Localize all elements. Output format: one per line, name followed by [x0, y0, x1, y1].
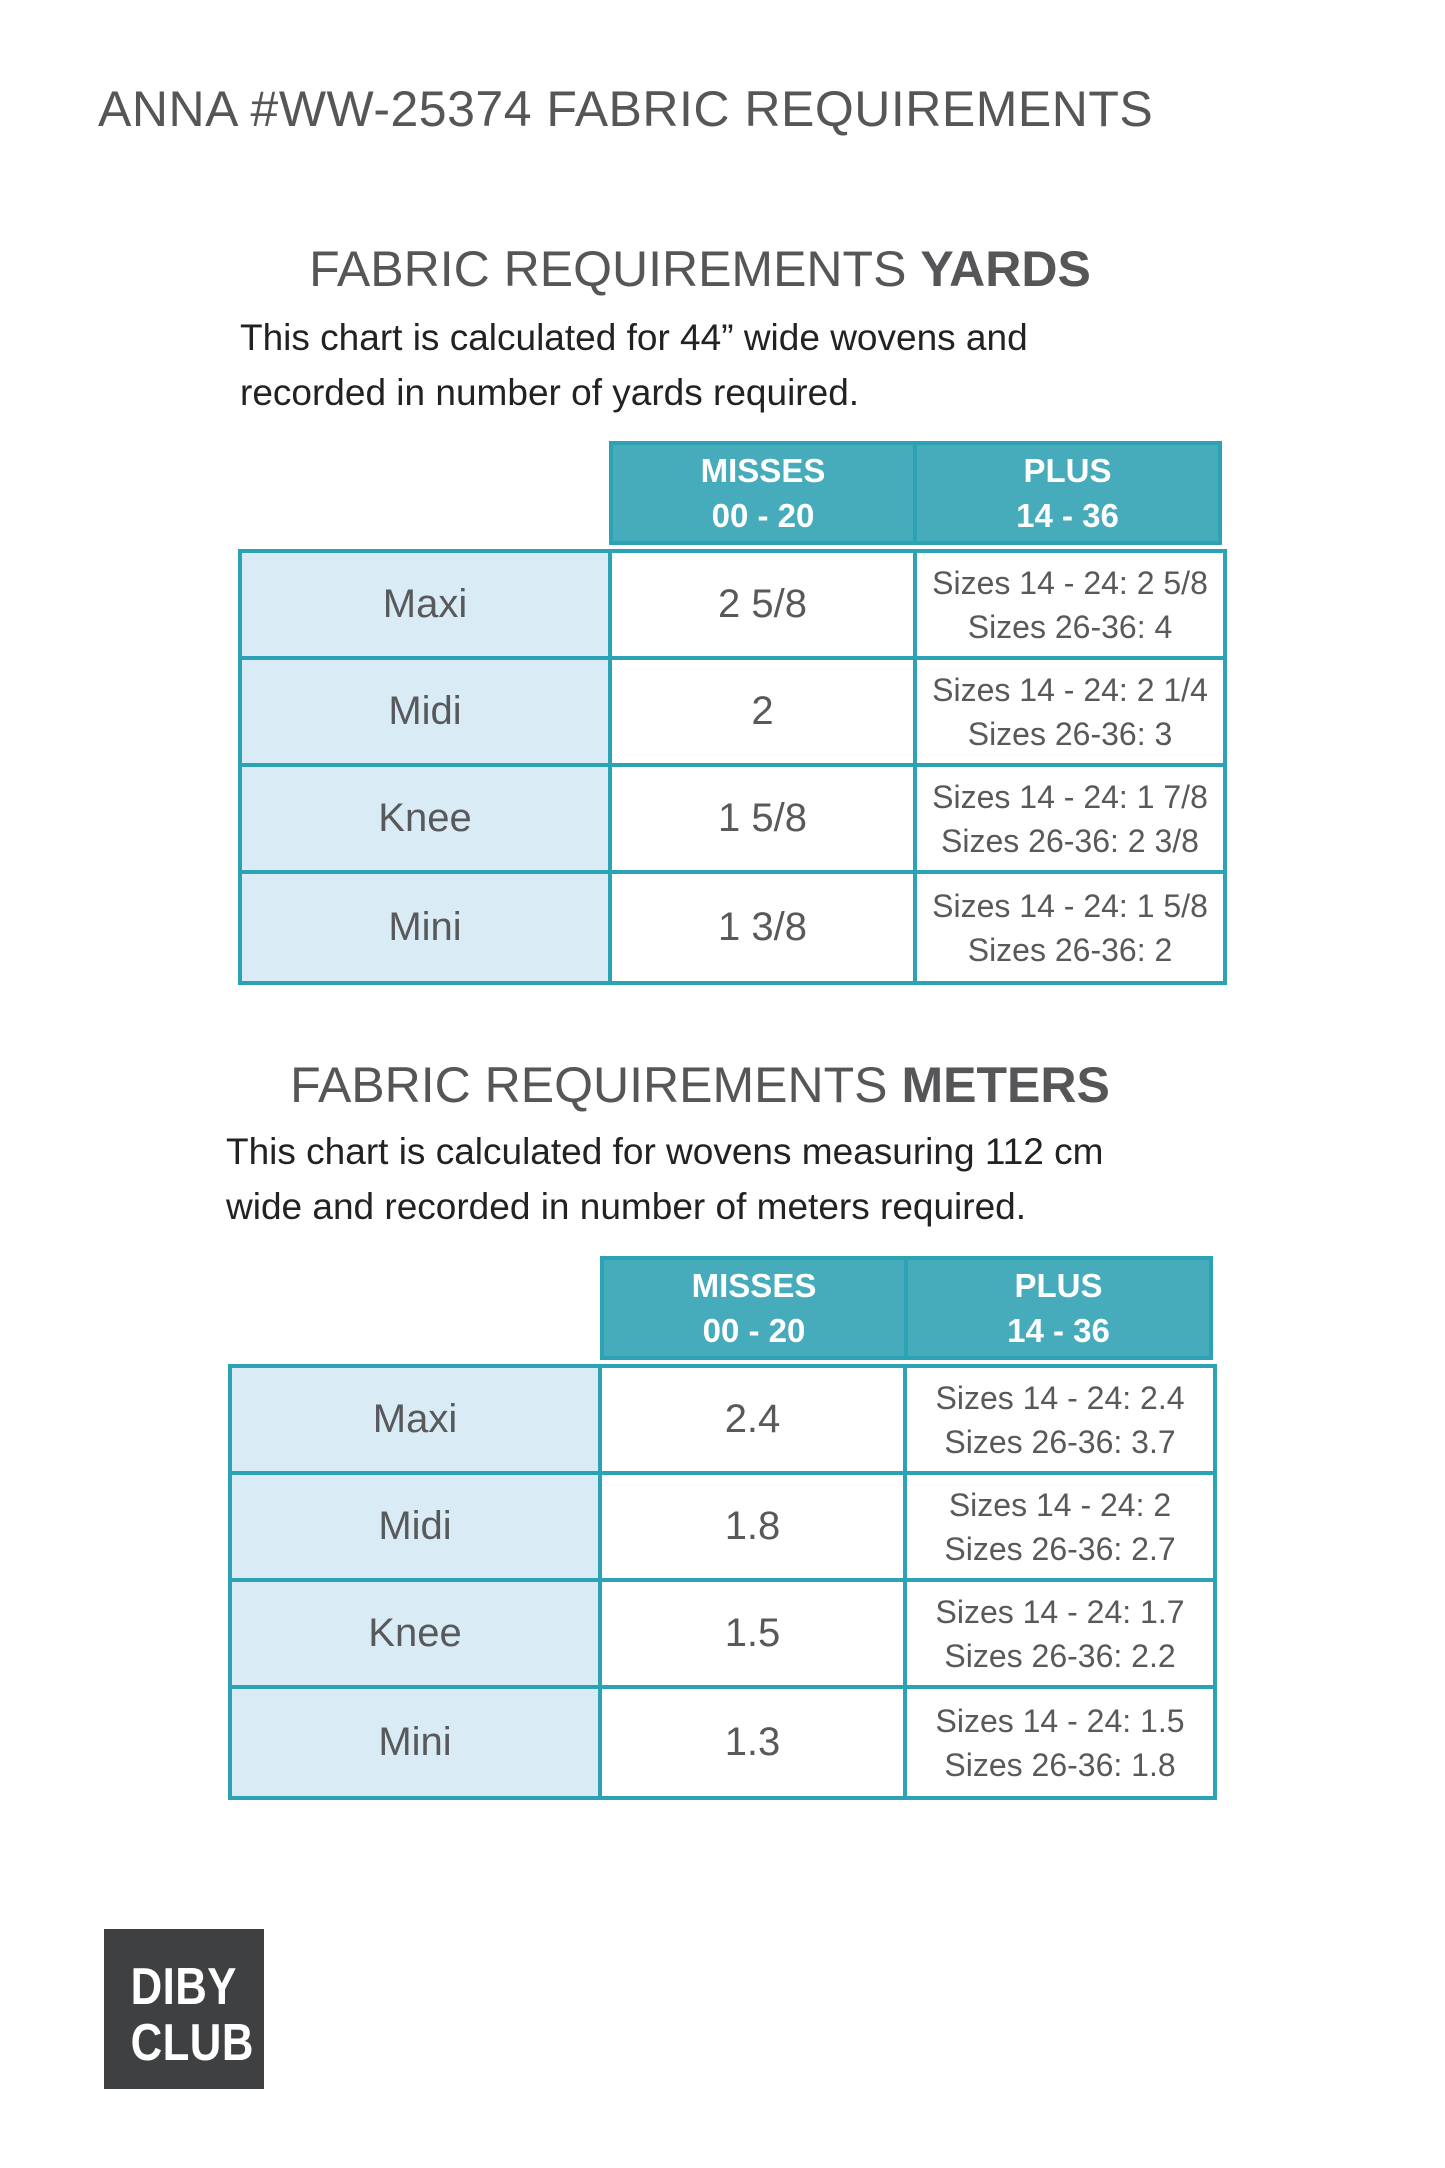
yards-heading-bold: YARDS: [920, 241, 1091, 297]
plus-value-line2: Sizes 26-36: 2.2: [944, 1637, 1176, 1674]
misses-value: 1.5: [602, 1582, 907, 1689]
plus-value-line1: Sizes 14 - 24: 1.5: [935, 1702, 1185, 1739]
plus-value: [907, 1582, 1213, 1689]
plus-value: [907, 1368, 1213, 1475]
meters-plus-column-header: [904, 1256, 1213, 1360]
row-label: Mini: [232, 1689, 602, 1796]
yards-heading-regular: FABRIC REQUIREMENTS: [309, 241, 907, 297]
meters-misses-header-line1: MISSES: [691, 1267, 817, 1304]
plus-value-line2: Sizes 26-36: 2 3/8: [941, 822, 1199, 859]
plus-value-line2: Sizes 26-36: 3: [967, 715, 1173, 752]
yards-table-header: [609, 441, 1222, 545]
meters-misses-column-header: [600, 1256, 908, 1360]
plus-value-line2: Sizes 26-36: 4: [967, 608, 1173, 645]
meters-misses-header-line2: 00 - 20: [702, 1312, 806, 1349]
plus-value: [907, 1475, 1213, 1582]
diby-club-logo: [104, 1929, 264, 2089]
plus-value-line2: Sizes 26-36: 2: [967, 931, 1173, 968]
yards-subtitle-line1: This chart is calculated for 44” wide wovens and: [240, 317, 1028, 358]
logo-line2: CLUB: [130, 2013, 254, 2072]
logo-text: [104, 1929, 256, 2070]
yards-subtitle: [240, 310, 1028, 420]
misses-value: 1.3: [602, 1689, 907, 1796]
plus-value-line2: Sizes 26-36: 1.8: [944, 1746, 1176, 1783]
plus-value-line1: Sizes 14 - 24: 2: [948, 1486, 1172, 1523]
plus-value: [917, 553, 1223, 660]
row-label: Midi: [242, 660, 612, 767]
misses-value: 2.4: [602, 1368, 907, 1475]
yards-misses-header-line1: MISSES: [700, 452, 826, 489]
plus-value-line1: Sizes 14 - 24: 2 5/8: [932, 564, 1208, 601]
row-label: Mini: [242, 874, 612, 981]
row-label: Knee: [242, 767, 612, 874]
meters-section-heading: [0, 1056, 1400, 1114]
yards-misses-column-header: [609, 441, 917, 545]
yards-plus-header-line1: PLUS: [1023, 452, 1112, 489]
yards-plus-header-line2: 14 - 36: [1016, 497, 1119, 534]
plus-value: [917, 767, 1223, 874]
page-title: ANNA #WW-25374 FABRIC REQUIREMENTS: [98, 81, 1154, 137]
meters-subtitle-line1: This chart is calculated for wovens measuring 112 cm: [226, 1131, 1104, 1172]
misses-value: 1 3/8: [612, 874, 917, 981]
yards-table-body: [238, 549, 1227, 985]
plus-value-line1: Sizes 14 - 24: 1 7/8: [932, 778, 1208, 815]
meters-plus-header-line1: PLUS: [1014, 1267, 1103, 1304]
yards-section-heading: [0, 240, 1400, 298]
plus-value: [917, 874, 1223, 981]
row-label: Knee: [232, 1582, 602, 1689]
plus-value-line1: Sizes 14 - 24: 1.7: [935, 1593, 1185, 1630]
plus-value-line1: Sizes 14 - 24: 2.4: [935, 1379, 1185, 1416]
yards-misses-header-line2: 00 - 20: [711, 497, 815, 534]
row-label: Maxi: [242, 553, 612, 660]
misses-value: 1 5/8: [612, 767, 917, 874]
meters-plus-header-line2: 14 - 36: [1007, 1312, 1110, 1349]
meters-table-header: [600, 1256, 1213, 1360]
logo-line1: DIBY: [130, 1957, 237, 2016]
misses-value: 1.8: [602, 1475, 907, 1582]
misses-value: 2: [612, 660, 917, 767]
meters-heading-regular: FABRIC REQUIREMENTS: [290, 1057, 888, 1113]
misses-value: 2 5/8: [612, 553, 917, 660]
plus-value-line2: Sizes 26-36: 3.7: [944, 1423, 1176, 1460]
plus-value-line1: Sizes 14 - 24: 1 5/8: [932, 887, 1208, 924]
row-label: Maxi: [232, 1368, 602, 1475]
yards-subtitle-line2: recorded in number of yards required.: [240, 372, 860, 413]
row-label: Midi: [232, 1475, 602, 1582]
meters-subtitle: [226, 1124, 1103, 1234]
plus-value: [907, 1689, 1213, 1796]
meters-subtitle-line2: wide and recorded in number of meters required.: [226, 1186, 1027, 1227]
plus-value: [917, 660, 1223, 767]
meters-heading-bold: METERS: [901, 1057, 1110, 1113]
meters-table-body: [228, 1364, 1217, 1800]
plus-value-line1: Sizes 14 - 24: 2 1/4: [932, 671, 1208, 708]
plus-value-line2: Sizes 26-36: 2.7: [944, 1530, 1176, 1567]
yards-plus-column-header: [913, 441, 1222, 545]
